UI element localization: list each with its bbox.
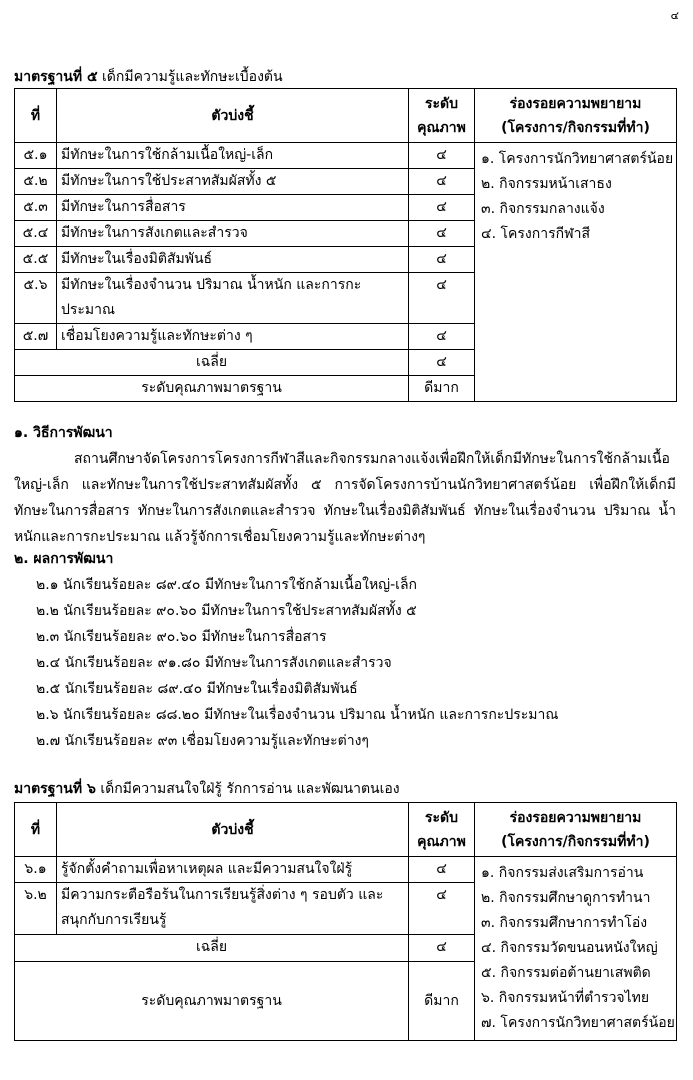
results-title: ๒. ผลการพัฒนา (14, 551, 114, 567)
method-title: ๑. วิธีการพัฒนา (14, 425, 113, 441)
list-item: ๒.๖ นักเรียนร้อยละ ๘๘.๒๐ มีทักษะในเรื่องจำนวน ปริมาณ น้ำหนัก และการกะประมาณ (36, 707, 559, 723)
average-row: เฉลี่ย ๔ (15, 350, 677, 376)
table-row: ๕.๑ มีทักษะในการใช้กล้ามเนื้อใหญ่-เล็ก ๔ ๑. โครงการนักวิทยาศาสตร์น้อย ๒. กิจกรรมหน้าเสาธง ๓. กิจกรรมกลางแจ้ง ๔. โครงการกีฬาสี (15, 143, 677, 169)
standard5-efforts (475, 143, 677, 402)
list-item: ๒.๑ นักเรียนร้อยละ ๘๙.๔๐ มีทักษะในการใช้กล้ามเนื้อใหญ่-เล็ก (36, 577, 417, 593)
header-indicator: ตัวบ่งชี้ (57, 89, 409, 143)
table-row: ๕.๕ มีทักษะในเรื่องมิติสัมพันธ์ ๔ (15, 247, 677, 273)
header-effort: ร่องรอยความพยายาม (โครงการ/กิจกรรมที่ทำ) (475, 89, 677, 143)
standard5-label: มาตรฐานที่ ๕ (14, 69, 98, 85)
list-item: ๒.๕ นักเรียนร้อยละ ๘๙.๔๐ มีทักษะในเรื่องมิติสัมพันธ์ (36, 681, 358, 697)
list-item: ๒.๔ นักเรียนร้อยละ ๙๑.๘๐ มีทักษะในการสังเกตและสำรวจ (36, 655, 392, 671)
quality-row: ระดับคุณภาพมาตรฐาน ดีมาก (15, 961, 677, 1040)
standard6-title: เด็กมีความสนใจใฝ่รู้ รักการอ่าน และพัฒนาตนเอง (100, 781, 400, 797)
list-item: ๑. กิจกรรมส่งเสริมการอ่าน (481, 865, 644, 881)
method-section (14, 420, 676, 550)
table-row: ๖.๒ มีความกระตือรือร้นในการเรียนรู้สิ่งต่าง ๆ รอบตัว และสนุกกับการเรียนรู้ ๔ (15, 883, 677, 935)
standard5-title: เด็กมีความรู้และทักษะเบื้องต้น (102, 69, 283, 85)
list-item: ๔. โครงการกีฬาสี (481, 226, 591, 242)
standard5-heading (14, 68, 283, 86)
list-item: ๓. กิจกรรมกลางแจ้ง (481, 201, 605, 217)
results-section (14, 546, 676, 754)
header-level: ระดับ คุณภาพ (409, 89, 475, 143)
table-row: ๕.๔ มีทักษะในการสังเกตและสำรวจ ๔ (15, 221, 677, 247)
list-item: ๒. กิจกรรมศึกษาดูการทำนา (481, 890, 651, 906)
table-row: ๕.๖ มีทักษะในเรื่องจำนวน ปริมาณ น้ำหนัก และการกะประมาณ ๔ (15, 273, 677, 324)
list-item: ๑. โครงการนักวิทยาศาสตร์น้อย (481, 151, 674, 167)
standard6-table (14, 802, 677, 1041)
list-item: ๒.๗ นักเรียนร้อยละ ๙๓ เชื่อมโยงความรู้และทักษะต่างๆ (36, 733, 369, 749)
header-no: ที่ (15, 803, 57, 857)
table-row: ๕.๒ มีทักษะในการใช้ประสาทสัมผัสทั้ง ๕ ๔ (15, 169, 677, 195)
quality-row: ระดับคุณภาพมาตรฐาน ดีมาก (15, 376, 677, 402)
list-item: ๒.๒ นักเรียนร้อยละ ๙๐.๖๐ มีทักษะในการใช้ประสาทสัมผัสทั้ง ๕ (36, 603, 417, 619)
standard6-label: มาตรฐานที่ ๖ (14, 781, 96, 797)
standard5-table (14, 88, 677, 402)
list-item: ๖. กิจกรรมหน้าที่ตำรวจไทย (481, 990, 650, 1006)
list-item: ๗. โครงการนักวิทยาศาสตร์น้อย (481, 1015, 675, 1031)
list-item: ๒.๓ นักเรียนร้อยละ ๙๐.๖๐ มีทักษะในการสื่อสาร (36, 629, 327, 645)
header-no: ที่ (15, 89, 57, 143)
standard6-efforts (475, 857, 677, 1041)
page-number: ๔ (670, 9, 679, 22)
standard6-heading (14, 780, 400, 798)
header-indicator: ตัวบ่งชี้ (57, 803, 409, 857)
header-level: ระดับ คุณภาพ (409, 803, 475, 857)
table-row: ๕.๗ เชื่อมโยงความรู้และทักษะต่าง ๆ ๔ (15, 324, 677, 350)
table-row: ๖.๑ รู้จักตั้งคำถามเพื่อหาเหตุผล และมีความสนใจใฝ่รู้ ๔ ๑. กิจกรรมส่งเสริมการอ่าน ๒. กิจกรรมศึกษาดูการทำนา ๓. กิจกรรมศึกษาการทำโอ่ง ๔. กิจกรรมวัดขนอนหนังใหญ่ ๕. กิจกรรมต่อต้านยาเสพติด ๖. กิจกรรมหน้าที่ตำรวจไทย ๗. โครงการนักวิทยาศาสตร์น้อย (15, 857, 677, 883)
list-item: ๔. กิจกรรมวัดขนอนหนังใหญ่ (481, 940, 658, 956)
method-text: สถานศึกษาจัดโครงการโครงการกีฬาสีและกิจกรรมกลางแจ้งเพื่อฝึกให้เด็กมีทักษะในการใช้กล้ามเนื้อใหญ่-เล็ก และทักษะในการใช้ประสาทสัมผัสทั้ง ๕ การจัดโครงการบ้านนักวิทยาศาสตร์น้อย เพื่อฝึกให้เด็กมีทักษะในการสื่อสาร ทักษะในการสังเกตและสำรวจ ทักษะในเรื่องมิติสัมพันธ์ ทักษะในเรื่องจำนวน ปริมาณ น้ำหนักและการกะประมาณ แล้วรู้จักการเชื่อมโยงความรู้และทักษะต่างๆ (14, 451, 676, 545)
list-item: ๒. กิจกรรมหน้าเสาธง (481, 176, 612, 192)
table-row: ๕.๓ มีทักษะในการสื่อสาร ๔ (15, 195, 677, 221)
list-item: ๓. กิจกรรมศึกษาการทำโอ่ง (481, 915, 648, 931)
average-row: เฉลี่ย ๔ (15, 935, 677, 961)
header-effort: ร่องรอยความพยายาม (โครงการ/กิจกรรมที่ทำ) (475, 803, 677, 857)
list-item: ๕. กิจกรรมต่อต้านยาเสพติด (481, 965, 651, 981)
